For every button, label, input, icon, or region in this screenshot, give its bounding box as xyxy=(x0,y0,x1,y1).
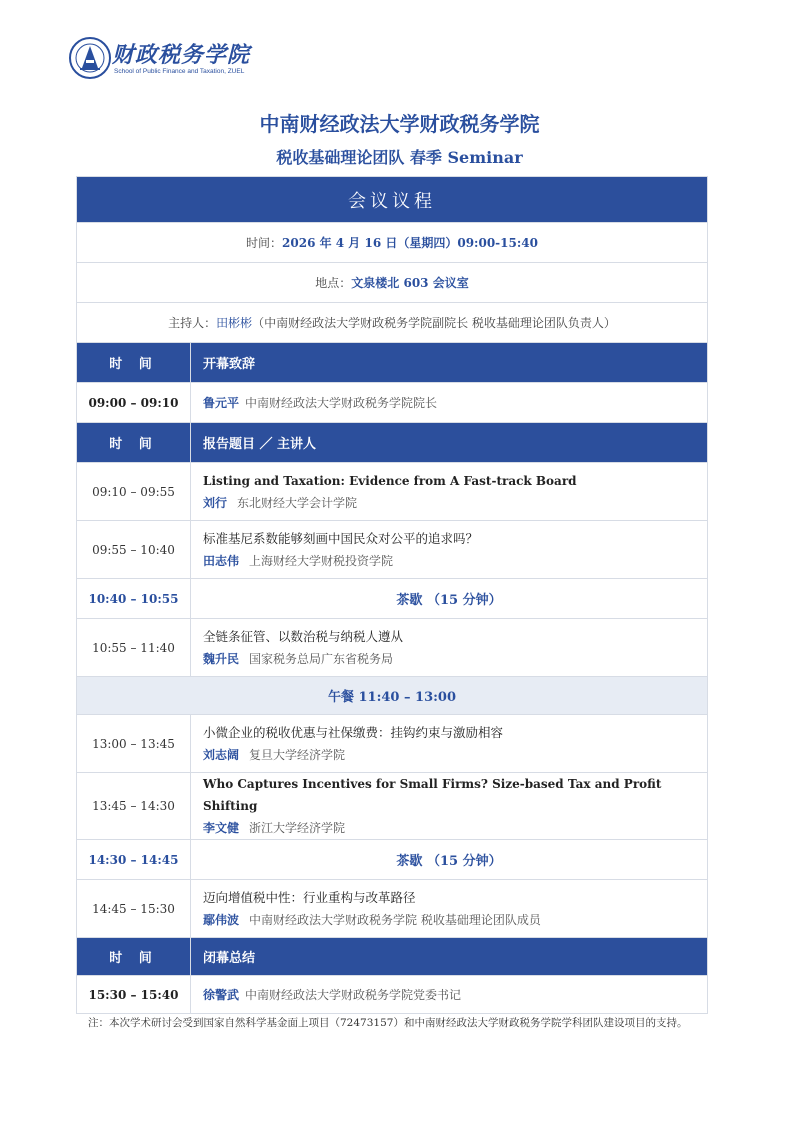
school-logo-subtitle: School of Public Finance and Taxation, ZUEL xyxy=(114,68,245,75)
row-time: 15:30 – 15:40 xyxy=(77,976,191,1014)
row-speaker: 田志伟 xyxy=(203,553,240,568)
row-speaker: 鲁元平 xyxy=(203,395,240,410)
school-logo-name: 财政税务学院 xyxy=(112,42,251,68)
break-row xyxy=(77,579,708,619)
row-time: 10:40 – 10:55 xyxy=(77,579,191,619)
row-affiliation: 东北财经大学会计学院 xyxy=(237,495,358,510)
meeting-time xyxy=(77,223,708,263)
row-affiliation: 上海财经大学财税投资学院 xyxy=(249,553,394,568)
page-title: 中南财经政法大学财政税务学院 xyxy=(259,112,540,136)
break-label: 茶歇 （15 分钟） xyxy=(191,840,708,880)
row-speaker: 魏升民 xyxy=(203,651,240,666)
break-label: 茶歇 （15 分钟） xyxy=(191,579,708,619)
meeting-time-label: 时间： xyxy=(246,236,283,250)
meeting-place-label: 地点： xyxy=(315,276,352,290)
row-time: 09:55 – 10:40 xyxy=(77,521,191,579)
meeting-time-value: 2026 年 4 月 16 日（星期四）09:00-15:40 xyxy=(282,236,538,250)
school-seal-icon xyxy=(68,36,112,80)
agenda-row xyxy=(77,463,708,521)
talk-title: 标准基尼系数能够刻画中国民众对公平的追求吗？ xyxy=(203,530,479,546)
section-time-label: 时 间 xyxy=(77,423,191,463)
row-affiliation: 中南财经政法大学财政税务学院党委书记 xyxy=(245,987,462,1002)
row-speaker: 刘志阔 xyxy=(203,747,240,762)
section-header-talks xyxy=(77,423,708,463)
row-speaker: 徐警武 xyxy=(203,987,240,1002)
agenda-row xyxy=(77,880,708,938)
row-speaker: 鄢伟波 xyxy=(203,912,240,927)
row-speaker: 刘行 xyxy=(203,495,228,510)
talk-title: 全链条征管、以数治税与纳税人遵从 xyxy=(203,628,404,644)
talk-title: Listing and Taxation: Evidence from A Fast-track Board xyxy=(203,473,577,488)
section-header-opening xyxy=(77,343,708,383)
meeting-host xyxy=(77,303,708,343)
agenda-row xyxy=(77,521,708,579)
row-time: 09:00 – 09:10 xyxy=(77,383,191,423)
page-subtitle: 税收基础理论团队 春季 Seminar xyxy=(276,148,523,167)
row-time: 13:00 – 13:45 xyxy=(77,715,191,773)
row-affiliation: 浙江大学经济学院 xyxy=(249,821,346,835)
meeting-place-value: 文泉楼北 603 会议室 xyxy=(351,276,469,290)
agenda-table xyxy=(76,176,708,1014)
lunch-row xyxy=(77,677,708,715)
meeting-place xyxy=(77,263,708,303)
row-affiliation: 国家税务总局广东省税务局 xyxy=(249,651,394,666)
agenda-heading: 会议议程 xyxy=(77,177,708,223)
section-title: 报告题目 ／ 主讲人 xyxy=(191,423,708,463)
talk-title: Who Captures Incentives for Small Firms? Size-based Tax and Profit Shifting xyxy=(203,777,662,813)
row-time: 14:30 – 14:45 xyxy=(77,840,191,880)
agenda-row xyxy=(77,715,708,773)
school-logo xyxy=(68,36,268,84)
talk-title: 小微企业的税收优惠与社保缴费：挂钩约束与激励相容 xyxy=(203,724,504,740)
section-time-label: 时 间 xyxy=(77,343,191,383)
meeting-host-detail: （中南财经政法大学财政税务学院副院长 税收基础理论团队负责人） xyxy=(252,316,616,330)
meeting-host-name: 田彬彬 xyxy=(216,316,253,330)
section-time-label: 时 间 xyxy=(77,938,191,976)
lunch-label: 午餐 11:40 – 13:00 xyxy=(77,677,708,715)
talk-title: 迈向增值税中性：行业重构与改革路径 xyxy=(203,889,416,905)
agenda-row xyxy=(77,976,708,1014)
section-title: 闭幕总结 xyxy=(191,938,708,976)
meeting-host-label: 主持人： xyxy=(168,316,217,330)
break-row xyxy=(77,840,708,880)
agenda-row xyxy=(77,619,708,677)
row-affiliation: 复旦大学经济学院 xyxy=(249,747,346,762)
row-time: 10:55 – 11:40 xyxy=(77,619,191,677)
funding-note: 注：本次学术研讨会受到国家自然科学基金面上项目（72473157）和中南财经政法大学财政税务学院学科团队建设项目的支持。 xyxy=(88,1017,688,1029)
row-time: 09:10 – 09:55 xyxy=(77,463,191,521)
agenda-row xyxy=(77,773,708,840)
row-affiliation: 中南财经政法大学财政税务学院 税收基础理论团队成员 xyxy=(249,912,541,927)
row-affiliation: 中南财经政法大学财政税务学院院长 xyxy=(245,395,438,410)
section-header-closing xyxy=(77,938,708,976)
row-time: 13:45 – 14:30 xyxy=(77,773,191,840)
row-time: 14:45 – 15:30 xyxy=(77,880,191,938)
agenda-row xyxy=(77,383,708,423)
row-speaker: 李文健 xyxy=(203,821,240,835)
section-title: 开幕致辞 xyxy=(191,343,708,383)
